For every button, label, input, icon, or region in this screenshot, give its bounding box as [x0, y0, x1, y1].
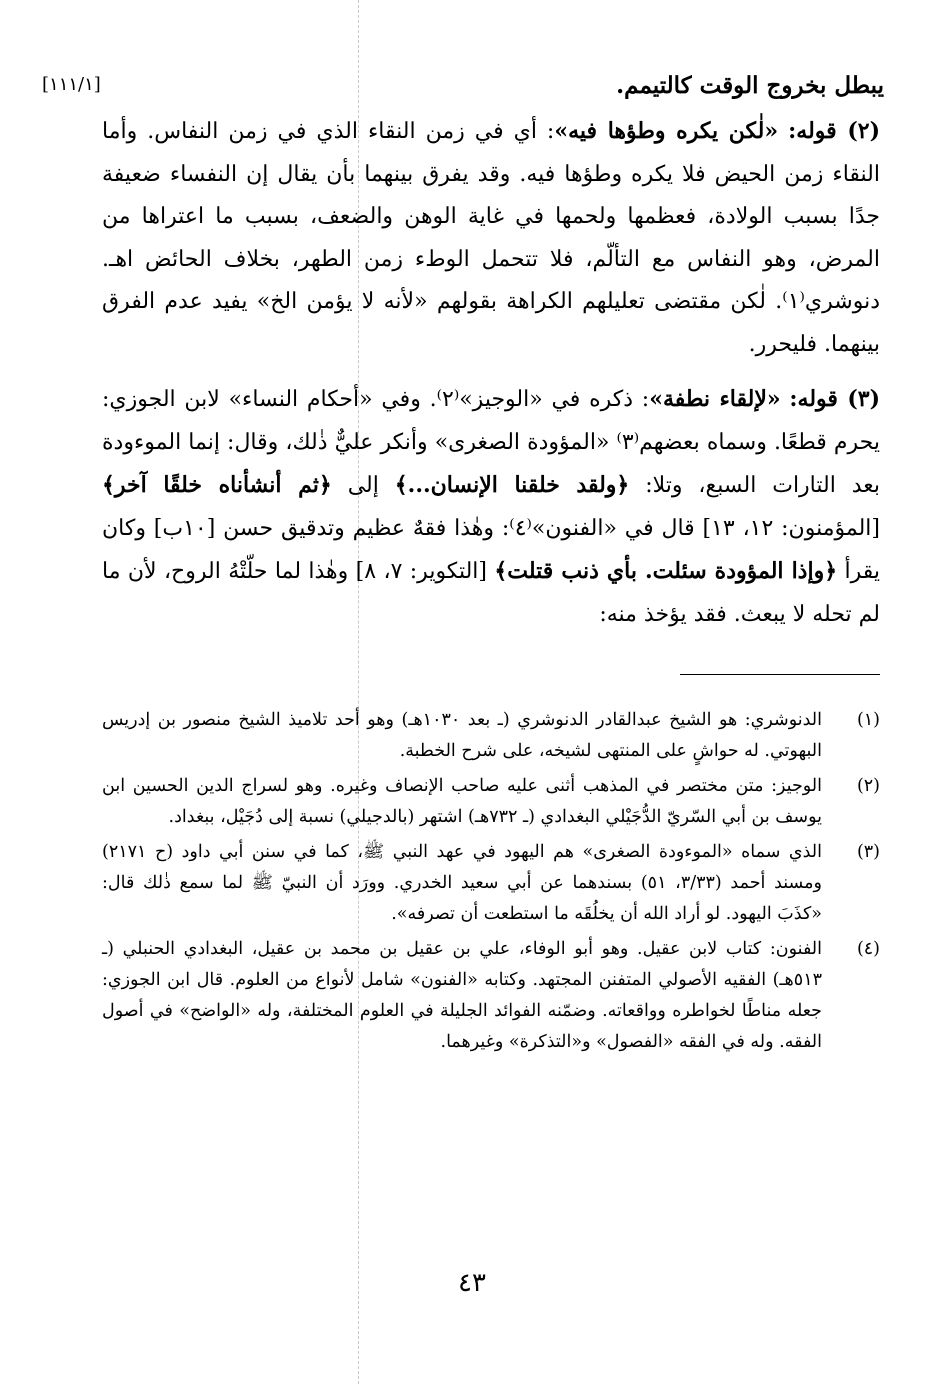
paragraph-text: إلى — [347, 473, 379, 498]
footnote-number: (١) — [856, 710, 880, 730]
quoted-phrase: «لٰكن يكره وطؤها فيه» — [554, 118, 779, 144]
footnote-text: الفنون: كتاب لابن عقيل. وهو أبو الوفاء، علي بن عقيل بن محمد بن عقيل، البغدادي الحنبلي (ـ ٥١٣هـ) الفقيه الأصولي المتفنن المجتهد. وكتابه «الفنون» شامل لأنواع من العلوم. قال ابن الجوزي: جعله مناطًا لخواطره وواقعاته. وضمّنه الفوائد الجليلة في العلوم المختلفة، وله «الواضح» في أصول الفقه. وله في الفقه «الفصول» و«التذكرة» وغيرهما. — [102, 939, 822, 1052]
document-page — [42, 58, 884, 1062]
footnote-text: الدنوشري: هو الشيخ عبدالقادر الدنوشري (ـ بعد ١٠٣٠هـ) وهو أحد تلاميذ الشيخ منصور بن إدريس البهوتي. له حواشٍ على المنتهى لشيخه، على شرح الخطبة. — [102, 710, 822, 761]
quran-verse: ﴿وإذا المؤودة سئلت. بأي ذنب قتلت﴾ — [494, 558, 838, 584]
quoted-phrase: «لإلقاء نطفة» — [649, 386, 781, 412]
manuscript-page-reference: [١١١/١] — [42, 74, 101, 95]
quran-verse: ﴿ولقد خلقنا الإنسان...﴾ — [394, 472, 630, 498]
paragraph-text: : أي في زمن النقاء الذي في زمن النفاس. وأما النقاء زمن الحيض فلا يكره وطؤها فيه. وقد يفرق بينهما بأن يقال إن النفساء ضعيفة جدًا بسبب الولادة، فعظمها ولحمها في غاية الوهن والضعف، بسبب ما اعتراها من المرض، وهو النفاس مع التألّم، فلا تتحمل الوطء زمن الطهر، بخلاف الحائض اهـ. دنوشري⁽١⁾. لٰكن مقتضى تعليلهم الكراهة بقولهم «لأنه لا يؤمن الخ» يفيد عدم الفرق بينهما. فليحرر. — [102, 119, 880, 357]
footnote — [102, 837, 880, 930]
paragraph-label: (٢) قوله: — [788, 118, 880, 144]
footnote — [102, 705, 880, 767]
footnote-text: الوجيز: متن مختصر في المذهب أثنى عليه صاحب الإنصاف وغيره. وهو لسراج الدين الحسين ابن يوسف بن أبي السّريّ الدُّجَيْلي البغدادي (ـ ٧٣٢هـ) اشتهر (بالدجيلي) نسبة إلى دُجَيْل، ببغداد. — [102, 776, 822, 827]
page-number: ٤٣ — [458, 1268, 486, 1298]
footnote-number: (٣) — [856, 842, 880, 862]
paragraph-label: (٣) قوله: — [789, 386, 880, 412]
paragraph-text: : ذكره في «الوجيز»⁽٢⁾. وفي «أحكام النساء» لابن الجوزي: يحرم قطعًا. وسماه بعضهم⁽٣⁾ «المؤودة الصغرى» وأنكر عليٌّ ذٰلك، وقال: إنما الموءودة بعد التارات السبع، وتلا: — [102, 387, 881, 498]
commentary-paragraph-3 — [102, 378, 880, 636]
footnote — [102, 771, 880, 833]
page-header — [42, 58, 884, 110]
footnote-number: (٢) — [856, 776, 880, 796]
footnote — [102, 934, 880, 1058]
footnote-number: (٤) — [856, 939, 880, 959]
paragraph-text: [التكوير: ٧، ٨] وهٰذا لما حلّتْهُ الروح، لأن ما لم تحله لا يبعث. فقد يؤخذ منه: — [102, 559, 880, 627]
quran-verse: ﴿ثم أنشأناه خلقًا آخر﴾ — [102, 472, 332, 498]
footnote-separator — [680, 674, 880, 675]
footnote-text: الذي سماه «الموءودة الصغرى» هم اليهود في عهد النبي ﷺ، كما في سنن أبي داود (ح ٢١٧١) ومسند أحمد (٣/٣٣، ٥١) بسندهما عن أبي سعيد الخدري. وورَد أن النبيّ ﷺ لما سمع ذٰلك قال: «كذَبَ اليهود. لو أراد الله أن يخلُقَه ما استطعت أن تصرفه». — [102, 842, 822, 924]
running-head: يبطل بخروج الوقت كالتيمم. — [616, 72, 884, 99]
commentary-paragraph-2 — [102, 110, 880, 366]
paragraph-text: [المؤمنون: ١٢، ١٣] قال في «الفنون»⁽٤⁾: وهٰذا فقهٌ عظيم وتدقيق حسن [١٠ب] وكان يقرأ — [102, 515, 881, 584]
